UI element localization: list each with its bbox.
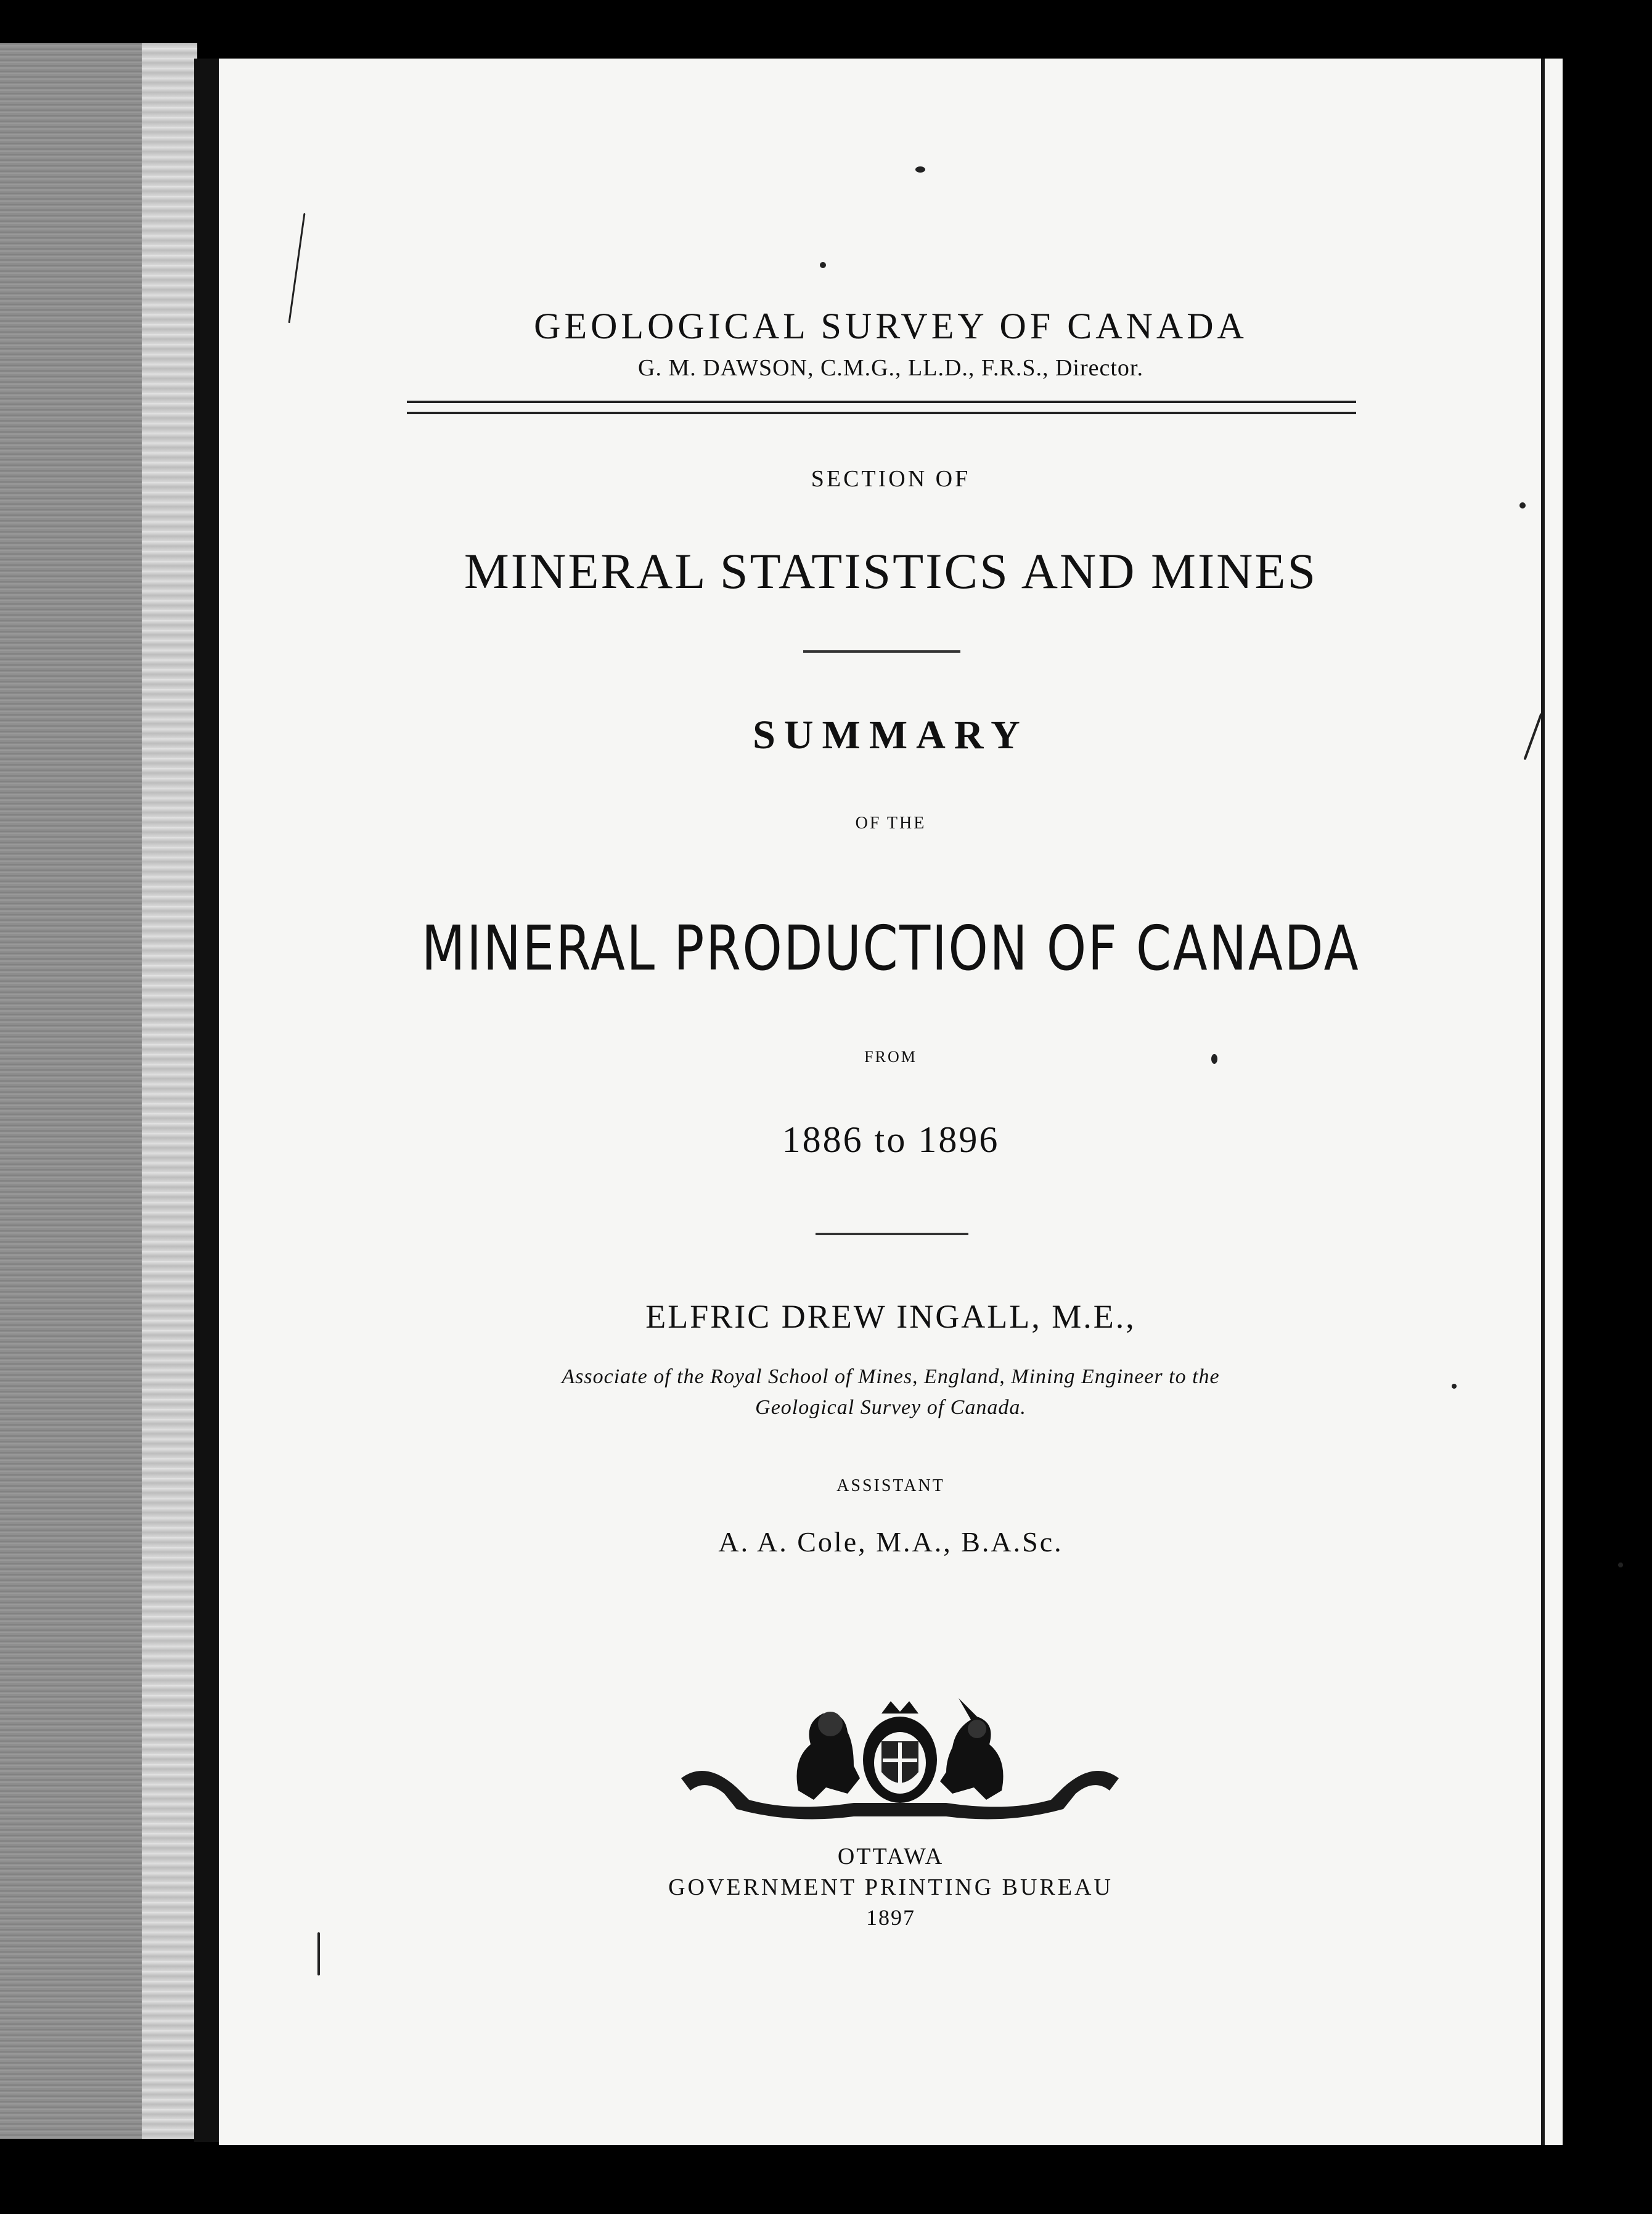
short-divider <box>816 1233 968 1235</box>
author-name: ELFRIC DREW INGALL, M.E., <box>645 1298 1136 1335</box>
from-label: FROM <box>864 1048 917 1066</box>
author-affiliation-line-1: Associate of the Royal School of Mines, England, Mining Engineer to the <box>562 1365 1220 1388</box>
report-title: MINERAL PRODUCTION OF CANADA <box>421 912 1360 984</box>
double-rule-divider <box>407 401 1356 414</box>
scan-speck <box>1211 1054 1217 1064</box>
assistant-label: ASSISTANT <box>836 1476 945 1495</box>
imprint-printer: GOVERNMENT PRINTING BUREAU <box>668 1874 1113 1900</box>
summary-heading: SUMMARY <box>753 713 1029 758</box>
page-stack-edge <box>142 43 197 2139</box>
author-affiliation-line-2: Geological Survey of Canada. <box>755 1396 1026 1419</box>
scan-speck <box>915 166 925 173</box>
assistant-name: A. A. Cole, M.A., B.A.Sc. <box>718 1526 1063 1558</box>
section-title: MINERAL STATISTICS AND MINES <box>464 543 1318 599</box>
scan-scratch <box>317 1932 320 1975</box>
survey-title: GEOLOGICAL SURVEY OF CANADA <box>534 306 1248 346</box>
scan-speck <box>1452 1384 1457 1389</box>
page-edge-line <box>1541 59 1545 2145</box>
year-range: 1886 to 1896 <box>782 1119 1000 1160</box>
section-label: SECTION OF <box>811 466 971 492</box>
imprint-year: 1897 <box>866 1905 915 1930</box>
scan-speck <box>820 262 826 268</box>
of-the-label: OF THE <box>855 814 926 833</box>
scan-speck <box>1519 502 1526 509</box>
director-line: G. M. DAWSON, C.M.G., LL.D., F.R.S., Director. <box>638 355 1143 381</box>
short-divider <box>803 650 960 653</box>
imprint-place: OTTAWA <box>837 1844 944 1869</box>
scan-speck <box>1618 1562 1623 1567</box>
title-page <box>219 59 1563 2145</box>
